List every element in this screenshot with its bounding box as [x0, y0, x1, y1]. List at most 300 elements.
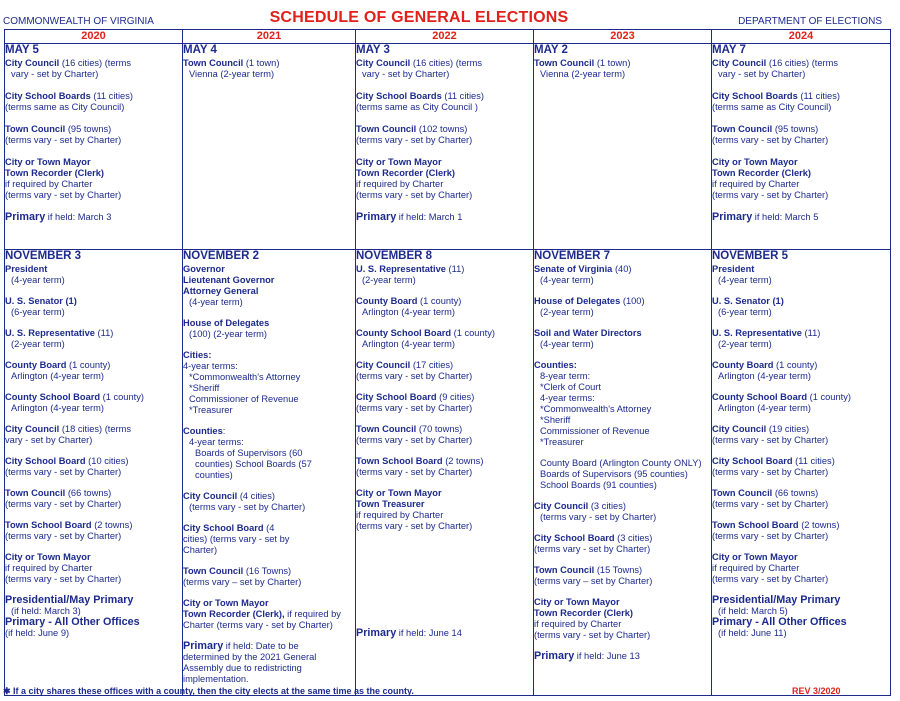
office-detail: 4-year terms:	[183, 361, 238, 371]
office-line	[5, 296, 182, 307]
election-date: MAY 7	[712, 44, 746, 56]
office-line	[356, 264, 533, 275]
office-line	[534, 328, 711, 339]
election-date: NOVEMBER 5	[712, 250, 789, 262]
office-line	[5, 157, 182, 168]
office-entry	[534, 58, 711, 80]
office-line	[534, 608, 711, 619]
office-line	[183, 598, 355, 609]
office-detail: (terms vary - set by Charter)	[534, 630, 651, 640]
office-name: City Council	[712, 424, 767, 434]
office-detail: (1 county)	[773, 360, 818, 370]
office-detail: vary - set by Charter)	[362, 69, 450, 79]
office-detail: (terms vary - set by Charter)	[712, 467, 829, 477]
office-name: House of Delegates	[534, 296, 621, 306]
office-name: Town Council	[183, 58, 244, 68]
office-detail: (terms vary - set by Charter)	[712, 499, 829, 509]
office-name: City School Board	[712, 456, 793, 466]
office-detail: (terms same as City Council)	[5, 102, 125, 112]
office-line	[5, 102, 182, 113]
office-line	[712, 371, 890, 382]
office-line	[712, 307, 890, 318]
may-cell	[534, 44, 712, 250]
office-detail: if held: March 5	[752, 212, 819, 222]
office-name: Town Recorder (Clerk)	[5, 168, 105, 178]
office-line	[183, 652, 355, 663]
office-detail: 4-year terms:	[189, 437, 244, 447]
office-name: Town Treasurer	[356, 499, 425, 509]
office-name: U. S. Representative	[356, 264, 446, 274]
office-line	[183, 448, 355, 459]
office-line	[183, 58, 355, 69]
office-entry	[356, 456, 533, 478]
office-name: Town Recorder (Clerk),	[183, 609, 285, 619]
office-entry	[183, 566, 355, 588]
office-detail: (2-year term)	[11, 339, 65, 349]
office-detail: *Sheriff	[189, 383, 220, 393]
office-detail: (95 towns)	[772, 124, 819, 134]
office-detail: (terms vary - set by Charter)	[5, 467, 122, 477]
office-name: City Council	[356, 360, 411, 370]
office-detail: (17 cities)	[410, 360, 454, 370]
office-line	[712, 91, 890, 102]
office-line	[356, 628, 533, 639]
office-line	[534, 576, 711, 587]
office-detail: (1 county)	[66, 360, 111, 370]
year-header: 2024	[712, 30, 891, 44]
office-detail: (95 towns)	[65, 124, 112, 134]
office-name: Town Council	[712, 488, 773, 498]
office-entry	[534, 264, 711, 286]
office-name: Town School Board	[356, 456, 443, 466]
office-name: Town Council	[712, 124, 773, 134]
office-name: U. S. Senator (1)	[5, 296, 77, 306]
office-detail: (6-year term)	[11, 307, 65, 317]
office-line	[183, 350, 355, 361]
office-line	[356, 135, 533, 146]
primary-label: Primary	[534, 650, 575, 662]
office-entry	[5, 264, 182, 286]
office-line	[356, 435, 533, 446]
office-line	[5, 168, 182, 179]
office-line	[356, 179, 533, 190]
office-name: Town Council	[534, 58, 595, 68]
office-line	[183, 405, 355, 416]
office-name: Town Recorder (Clerk)	[534, 608, 634, 618]
office-line	[5, 264, 182, 275]
office-detail: School Boards (91 counties)	[540, 480, 657, 490]
office-detail: (terms vary - set by Charter)	[712, 574, 829, 584]
office-detail: (102 towns)	[416, 124, 468, 134]
office-detail: (terms vary - set by Charter)	[712, 435, 829, 445]
office-line	[534, 501, 711, 512]
office-name: Town Council	[356, 124, 417, 134]
office-line	[712, 124, 890, 135]
office-line	[534, 544, 711, 555]
may-cell	[5, 44, 183, 250]
office-line	[712, 58, 890, 69]
office-name: Senate of Virginia	[534, 264, 613, 274]
office-line	[5, 520, 182, 531]
office-line	[534, 619, 711, 630]
office-detail: (10 cities)	[85, 456, 129, 466]
office-line	[356, 157, 533, 168]
office-entry	[356, 212, 533, 223]
may-elections-row	[5, 44, 891, 250]
office-name: City or Town Mayor	[5, 552, 91, 562]
office-detail: if required by Charter	[712, 563, 800, 573]
office-detail: (11 cities)	[90, 91, 133, 101]
office-line	[183, 523, 355, 534]
office-line	[534, 533, 711, 544]
office-line	[5, 179, 182, 190]
office-line	[5, 307, 182, 318]
office-line	[356, 499, 533, 510]
office-name: City or Town Mayor	[5, 157, 91, 167]
office-detail: (11 cities)	[792, 456, 835, 466]
office-entry	[356, 157, 533, 201]
office-line	[712, 339, 890, 350]
office-detail: (terms vary - set by Charter)	[356, 403, 473, 413]
november-cell	[183, 250, 356, 696]
office-detail: *Clerk of Court	[540, 382, 601, 392]
office-detail: (66 towns)	[65, 488, 112, 498]
office-detail: (2-year term)	[718, 339, 772, 349]
office-detail: (4	[263, 523, 275, 533]
office-detail: Arlington (4-year term)	[718, 371, 811, 381]
november-cell	[534, 250, 712, 696]
office-line	[5, 339, 182, 350]
office-detail: Arlington (4-year term)	[718, 403, 811, 413]
office-line	[183, 383, 355, 394]
office-line	[356, 456, 533, 467]
office-entry	[534, 533, 711, 555]
election-date: MAY 5	[5, 44, 39, 56]
office-name: Town School Board	[5, 520, 92, 530]
office-line	[356, 296, 533, 307]
primary-label: Presidential/May Primary	[712, 594, 841, 606]
may-cell	[183, 44, 356, 250]
office-entry	[5, 212, 182, 223]
office-detail: (11 cities)	[441, 91, 484, 101]
office-line	[534, 69, 711, 80]
office-detail: (4-year term)	[189, 297, 243, 307]
office-name: County Board	[712, 360, 774, 370]
office-entry	[5, 296, 182, 318]
office-line	[183, 674, 355, 685]
office-line	[183, 566, 355, 577]
office-detail: Commissioner of Revenue	[540, 426, 650, 436]
office-entry	[356, 124, 533, 146]
office-detail: (terms vary - set by Charter)	[356, 467, 473, 477]
office-detail: (11 cities)	[797, 91, 840, 101]
office-entry	[5, 124, 182, 146]
office-entry	[534, 296, 711, 318]
office-detail: (9 cities)	[436, 392, 475, 402]
office-name: City School Boards	[5, 91, 91, 101]
office-detail: Arlington (4-year term)	[362, 307, 455, 317]
office-line	[712, 552, 890, 563]
office-detail: (terms vary - set by Charter)	[712, 190, 829, 200]
office-line	[183, 264, 355, 275]
office-detail: (2 towns)	[442, 456, 484, 466]
office-detail: (terms vary - set by Charter)	[356, 521, 473, 531]
office-detail: (terms vary - set by Charter)	[356, 190, 473, 200]
office-line	[534, 565, 711, 576]
office-detail: (if held: June 9)	[5, 628, 70, 638]
office-name: Town School Board	[712, 520, 799, 530]
office-line	[183, 491, 355, 502]
office-name: City or Town Mayor	[356, 157, 442, 167]
office-detail: (1 town)	[243, 58, 280, 68]
office-entry	[5, 552, 182, 585]
primary-label: Primary	[356, 627, 397, 639]
office-line	[5, 58, 182, 69]
election-date: MAY 2	[534, 44, 568, 56]
office-line	[356, 328, 533, 339]
office-line	[183, 641, 355, 652]
office-line	[356, 69, 533, 80]
office-detail: (terms same as City Council )	[356, 102, 478, 112]
office-detail: (terms vary - set by Charter)	[534, 544, 651, 554]
office-entry	[183, 523, 355, 556]
office-detail: Charter)	[183, 545, 218, 555]
office-line	[356, 371, 533, 382]
primary-label: Primary	[712, 211, 753, 223]
office-detail: (4-year term)	[540, 339, 594, 349]
office-detail: (3 cities)	[614, 533, 653, 543]
primary-label: Primary - All Other Offices	[5, 616, 140, 628]
office-name: City School Board	[534, 533, 615, 543]
office-detail: (1 county)	[417, 296, 462, 306]
office-line	[183, 502, 355, 513]
office-name: Cities:	[183, 350, 212, 360]
office-detail: determined by the 2021 General	[183, 652, 317, 662]
office-detail: (6-year term)	[718, 307, 772, 317]
office-name: U. S. Representative	[5, 328, 95, 338]
office-detail: (16 Towns)	[243, 566, 292, 576]
office-detail: if required by	[284, 609, 341, 619]
election-date: MAY 3	[356, 44, 390, 56]
office-detail: if held: March 3	[45, 212, 112, 222]
office-line	[356, 339, 533, 350]
office-entry	[712, 520, 890, 542]
office-detail: (terms vary - set by Charter)	[5, 531, 122, 541]
primary-label: Primary	[5, 211, 46, 223]
office-detail: Arlington (4-year term)	[11, 371, 104, 381]
election-date: NOVEMBER 2	[183, 250, 260, 262]
primary-label: Presidential/May Primary	[5, 594, 134, 606]
office-detail: counties)	[195, 470, 233, 480]
office-line	[183, 297, 355, 308]
office-name: Counties	[183, 426, 223, 436]
office-line	[534, 264, 711, 275]
office-entry	[5, 157, 182, 201]
office-entry	[183, 318, 355, 340]
office-line	[183, 437, 355, 448]
office-line	[183, 663, 355, 674]
office-entry	[356, 392, 533, 414]
year-header: 2021	[183, 30, 356, 44]
office-line	[712, 467, 890, 478]
header-commonwealth: COMMONWEALTH OF VIRGINIA	[3, 16, 154, 27]
office-entry	[183, 264, 355, 308]
office-detail: 4-year terms:	[540, 393, 595, 403]
office-detail: Commissioner of Revenue	[189, 394, 299, 404]
office-detail: if required by Charter	[356, 510, 444, 520]
office-name: Town Council	[356, 424, 417, 434]
office-line	[534, 630, 711, 641]
office-entry	[183, 641, 355, 685]
office-entry	[5, 58, 182, 80]
may-cell	[712, 44, 891, 250]
election-schedule-table	[4, 29, 891, 696]
office-name: Town Council	[183, 566, 244, 576]
office-line	[712, 360, 890, 371]
office-detail: if held: March 1	[396, 212, 463, 222]
office-detail: (2 towns)	[91, 520, 133, 530]
office-name: City or Town Mayor	[356, 488, 442, 498]
office-line	[183, 459, 355, 470]
office-line	[712, 69, 890, 80]
office-detail: (terms vary - set by Charter)	[5, 574, 122, 584]
office-line	[712, 424, 890, 435]
office-line	[5, 552, 182, 563]
office-line	[534, 512, 711, 523]
year-header-row	[5, 30, 891, 44]
office-detail: (19 cities)	[766, 424, 810, 434]
office-line	[5, 595, 182, 606]
office-line	[356, 488, 533, 499]
office-line	[356, 168, 533, 179]
office-detail: (100) (2-year term)	[189, 329, 268, 339]
office-entry	[712, 296, 890, 318]
office-detail: if required by Charter	[5, 563, 93, 573]
office-line	[183, 286, 355, 297]
office-detail: (terms vary - set by Charter)	[356, 371, 473, 381]
office-line	[183, 470, 355, 481]
office-detail: Vienna (2-year term)	[189, 69, 275, 79]
office-detail: County Board (Arlington County ONLY)	[540, 458, 702, 468]
office-name: City Council	[5, 58, 60, 68]
office-line	[534, 437, 711, 448]
office-line	[712, 157, 890, 168]
office-line	[5, 424, 182, 435]
office-detail: *Commonwealth's Attorney	[189, 372, 301, 382]
office-line	[5, 392, 182, 403]
office-detail: (terms vary – set by Charter)	[183, 577, 302, 587]
election-date: NOVEMBER 8	[356, 250, 433, 262]
office-line	[183, 577, 355, 588]
election-date: MAY 4	[183, 44, 217, 56]
office-line	[356, 102, 533, 113]
office-detail: (2 towns)	[798, 520, 840, 530]
office-detail: counties) School Boards (57	[195, 459, 312, 469]
office-entry	[712, 488, 890, 510]
office-line	[5, 69, 182, 80]
office-detail: (70 towns)	[416, 424, 463, 434]
office-line	[712, 617, 890, 628]
office-entry	[5, 360, 182, 382]
office-name: Soil and Water Directors	[534, 328, 642, 338]
office-line	[5, 499, 182, 510]
office-entry	[534, 597, 711, 641]
office-line	[5, 91, 182, 102]
office-line	[5, 212, 182, 223]
office-entry	[712, 58, 890, 80]
office-detail: (2-year term)	[540, 307, 594, 317]
office-line	[356, 360, 533, 371]
revision-label: REV 3/2020	[792, 686, 841, 696]
november-cell	[712, 250, 891, 696]
office-name: City Council	[5, 424, 60, 434]
office-line	[534, 275, 711, 286]
office-detail: (terms vary - set by Charter)	[540, 512, 657, 522]
office-detail: if required by Charter	[534, 619, 622, 629]
office-detail: (3 cities)	[588, 501, 626, 511]
office-line	[712, 168, 890, 179]
office-entry	[712, 456, 890, 478]
office-entry	[5, 488, 182, 510]
office-name: Town Council	[5, 124, 66, 134]
office-line	[534, 296, 711, 307]
office-name: City Council	[356, 58, 411, 68]
office-name: City Council	[534, 501, 589, 511]
office-line	[5, 328, 182, 339]
office-line	[5, 135, 182, 146]
office-line	[356, 510, 533, 521]
office-name: City School Boards	[356, 91, 442, 101]
office-entry	[183, 426, 355, 481]
office-line	[712, 574, 890, 585]
office-name: City Council	[712, 58, 767, 68]
office-detail: (40)	[612, 264, 632, 274]
page-title: SCHEDULE OF GENERAL ELECTIONS	[269, 9, 569, 26]
office-detail: (terms vary - set by Charter)	[356, 135, 473, 145]
office-detail: (terms vary - set by Charter)	[189, 502, 306, 512]
page-header	[0, 0, 900, 30]
office-name: City School Board	[183, 523, 264, 533]
office-name: Town Council	[5, 488, 66, 498]
office-line	[356, 392, 533, 403]
office-line	[5, 403, 182, 414]
office-line	[356, 58, 533, 69]
office-line	[356, 521, 533, 532]
office-line	[534, 307, 711, 318]
election-date: NOVEMBER 3	[5, 250, 82, 262]
office-entry	[5, 328, 182, 350]
office-line	[5, 360, 182, 371]
office-line	[183, 69, 355, 80]
office-entry	[356, 58, 533, 80]
office-detail: Arlington (4-year term)	[362, 339, 455, 349]
office-detail: Vienna (2-year term)	[540, 69, 626, 79]
november-cell	[5, 250, 183, 696]
office-line	[534, 393, 711, 404]
office-detail: (1 county)	[100, 392, 144, 402]
office-line	[712, 563, 890, 574]
office-line	[356, 275, 533, 286]
year-header: 2023	[534, 30, 712, 44]
office-entry	[183, 598, 355, 631]
office-detail: 8-year term:	[540, 371, 591, 381]
office-detail: (11)	[445, 264, 465, 274]
office-name: City Council	[183, 491, 238, 501]
office-detail: if required by Charter	[712, 179, 800, 189]
footnote: ✱ If a city shares these offices with a county, then the city elects at the same time as the county.	[3, 686, 414, 696]
office-line	[534, 458, 711, 469]
office-detail: if held: Date to be	[223, 641, 299, 651]
